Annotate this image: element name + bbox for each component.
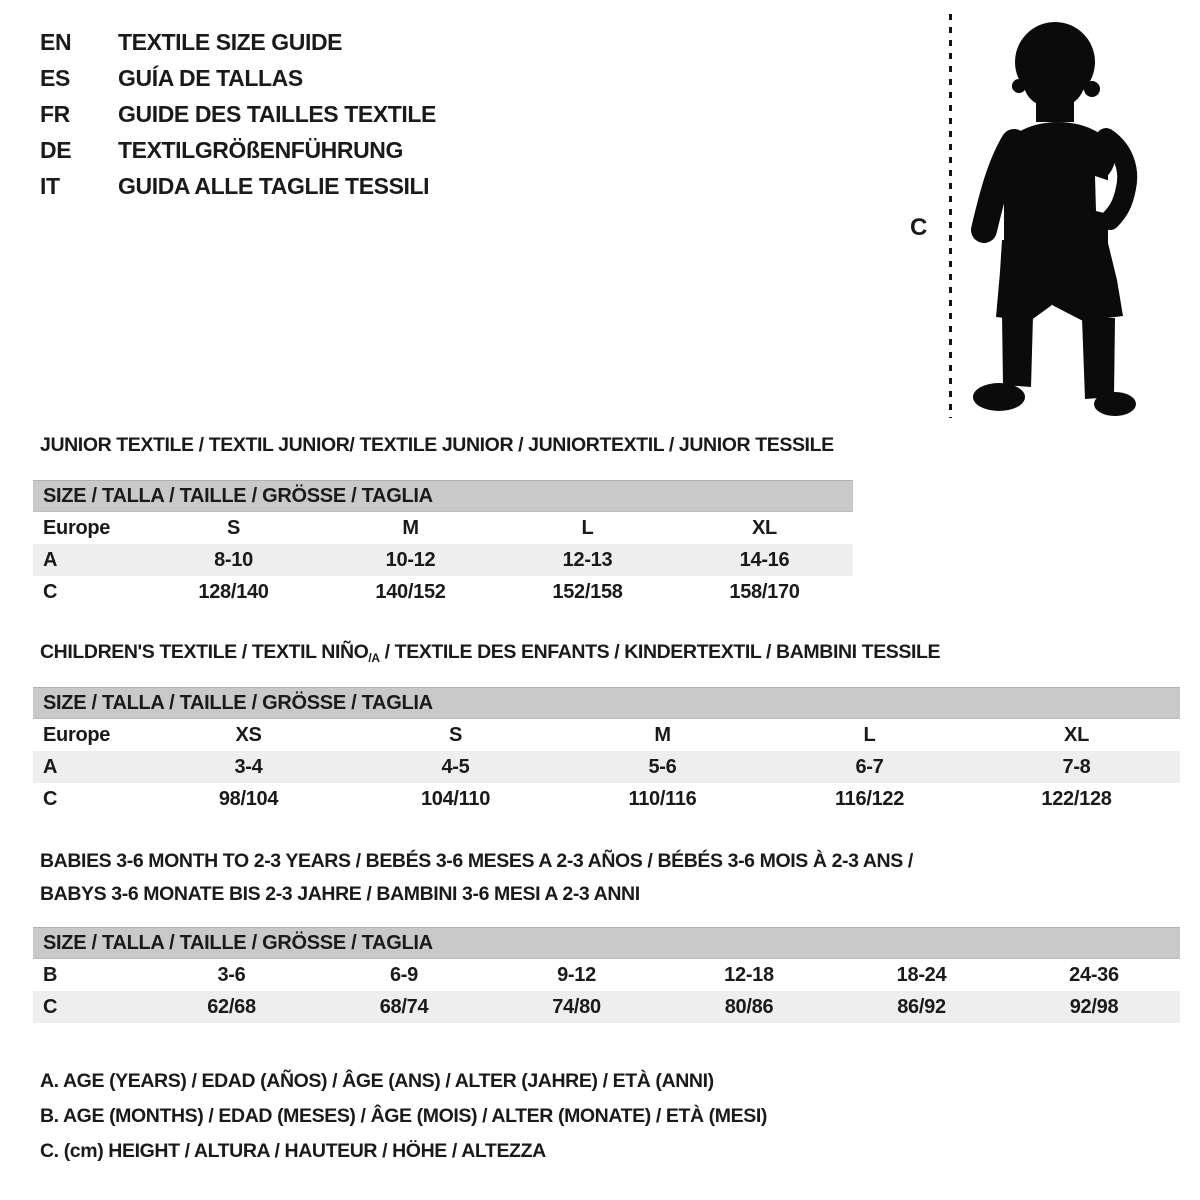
- table-row: [33, 719, 1180, 752]
- baby-silhouette-icon: [940, 0, 1200, 440]
- language-title: GUÍA DE TALLAS: [118, 64, 303, 91]
- language-code: EN: [40, 28, 72, 55]
- table-cell: 24-36: [1069, 963, 1119, 986]
- table-cell: 68/74: [318, 991, 490, 1023]
- row-label: B: [43, 963, 58, 986]
- table-cell: S: [448, 723, 463, 746]
- table-row: [33, 544, 853, 576]
- table-cell: 98/104: [218, 787, 279, 810]
- table-cell: 122/128: [1041, 787, 1112, 810]
- children-size-table: [33, 687, 1180, 815]
- table-cell: 110/116: [628, 787, 697, 810]
- table-row: [33, 576, 853, 608]
- table-cell: 128/140: [198, 580, 269, 603]
- language-title: GUIDA ALLE TAGLIE TESSILI: [118, 172, 430, 199]
- table-cell: 10-12: [322, 544, 499, 576]
- table-cell: L: [581, 516, 594, 539]
- row-label: A: [33, 751, 145, 783]
- table-row: [33, 959, 1180, 992]
- table-cell: 80/86: [663, 991, 835, 1023]
- children-section-title: [40, 641, 940, 665]
- size-header-label: SIZE / TALLA / TAILLE / GRÖSSE / TAGLIA: [33, 688, 1180, 719]
- table-cell: 62/68: [145, 991, 318, 1023]
- table-cell: 3-4: [145, 751, 352, 783]
- children-title-suffix: / TEXTILE DES ENFANTS / KINDERTEXTIL / BAMBINI TESSILE: [379, 641, 941, 663]
- language-row-it: [40, 168, 436, 204]
- table-cell: 6-7: [766, 751, 973, 783]
- table-row: [33, 751, 1180, 783]
- footnote-legend: [40, 1064, 767, 1169]
- table-cell: 4-5: [352, 751, 559, 783]
- babies-section-title: [40, 845, 913, 911]
- table-row: [33, 783, 1180, 815]
- junior-section-title: JUNIOR TEXTILE / TEXTIL JUNIOR/ TEXTILE JUNIOR / JUNIORTEXTIL / JUNIOR TESSILE: [40, 434, 834, 456]
- table-cell: 12-18: [724, 963, 774, 986]
- table-cell: 5-6: [559, 751, 766, 783]
- row-label: Europe: [43, 723, 111, 746]
- junior-size-table: [33, 480, 853, 608]
- size-header-label: SIZE / TALLA / TAILLE / GRÖSSE / TAGLIA: [33, 481, 853, 512]
- table-cell: 6-9: [389, 963, 418, 986]
- children-title-sub: /A: [368, 651, 380, 665]
- table-cell: XL: [752, 516, 777, 539]
- table-cell: 74/80: [490, 991, 663, 1023]
- row-label: A: [33, 544, 145, 576]
- babies-size-header-row: [33, 928, 1180, 959]
- table-cell: 8-10: [145, 544, 322, 576]
- babies-title-line2: BABYS 3-6 MONATE BIS 2-3 JAHRE / BAMBINI 3-6 MESI A 2-3 ANNI: [40, 883, 640, 905]
- size-header-label: SIZE / TALLA / TAILLE / GRÖSSE / TAGLIA: [33, 928, 1180, 959]
- table-cell: 158/170: [729, 580, 800, 603]
- language-code: IT: [40, 172, 60, 199]
- language-list: [40, 24, 436, 204]
- height-measure-label: C: [910, 214, 928, 241]
- table-row: [33, 991, 1180, 1023]
- row-label: Europe: [43, 516, 111, 539]
- height-figure: [900, 0, 1200, 440]
- footnote-c: C. (cm) HEIGHT / ALTURA / HAUTEUR / HÖHE / ALTEZZA: [40, 1140, 546, 1162]
- language-code: FR: [40, 100, 70, 127]
- language-title: TEXTILGRÖßENFÜHRUNG: [118, 136, 403, 163]
- language-code: DE: [40, 136, 72, 163]
- table-cell: 3-6: [217, 963, 246, 986]
- table-cell: 152/158: [552, 580, 623, 603]
- children-size-header-row: [33, 688, 1180, 719]
- table-cell: S: [226, 516, 241, 539]
- row-label: C: [43, 580, 58, 603]
- table-cell: XS: [235, 723, 262, 746]
- junior-size-header-row: [33, 481, 853, 512]
- table-cell: 9-12: [557, 963, 596, 986]
- table-cell: 104/110: [420, 787, 491, 810]
- table-cell: 116/122: [834, 787, 905, 810]
- table-cell: 7-8: [973, 751, 1180, 783]
- table-row: [33, 512, 853, 545]
- language-row-fr: [40, 96, 436, 132]
- table-cell: 86/92: [835, 991, 1008, 1023]
- language-code: ES: [40, 64, 70, 91]
- table-cell: 92/98: [1008, 991, 1180, 1023]
- row-label: C: [33, 991, 145, 1023]
- table-cell: 140/152: [375, 580, 446, 603]
- table-cell: XL: [1064, 723, 1089, 746]
- footnote-b: B. AGE (MONTHS) / EDAD (MESES) / ÂGE (MOIS) / ALTER (MONATE) / ETÀ (MESI): [40, 1105, 767, 1127]
- babies-size-table: [33, 927, 1180, 1023]
- language-row-es: [40, 60, 436, 96]
- table-cell: 12-13: [499, 544, 676, 576]
- language-row-en: [40, 24, 436, 60]
- language-title: TEXTILE SIZE GUIDE: [118, 28, 343, 55]
- children-title-prefix: CHILDREN'S TEXTILE / TEXTIL NIÑO: [40, 641, 369, 663]
- babies-title-line1: BABIES 3-6 MONTH TO 2-3 YEARS / BEBÉS 3-6 MESES A 2-3 AÑOS / BÉBÉS 3-6 MOIS À 2-3 ANS /: [40, 850, 913, 872]
- table-cell: 18-24: [896, 963, 947, 986]
- language-row-de: [40, 132, 436, 168]
- table-cell: M: [402, 516, 419, 539]
- table-cell: L: [863, 723, 876, 746]
- language-title: GUIDE DES TAILLES TEXTILE: [118, 100, 436, 127]
- table-cell: M: [654, 723, 671, 746]
- row-label: C: [43, 787, 58, 810]
- footnote-a: A. AGE (YEARS) / EDAD (AÑOS) / ÂGE (ANS) / ALTER (JAHRE) / ETÀ (ANNI): [40, 1070, 714, 1092]
- table-cell: 14-16: [676, 544, 853, 576]
